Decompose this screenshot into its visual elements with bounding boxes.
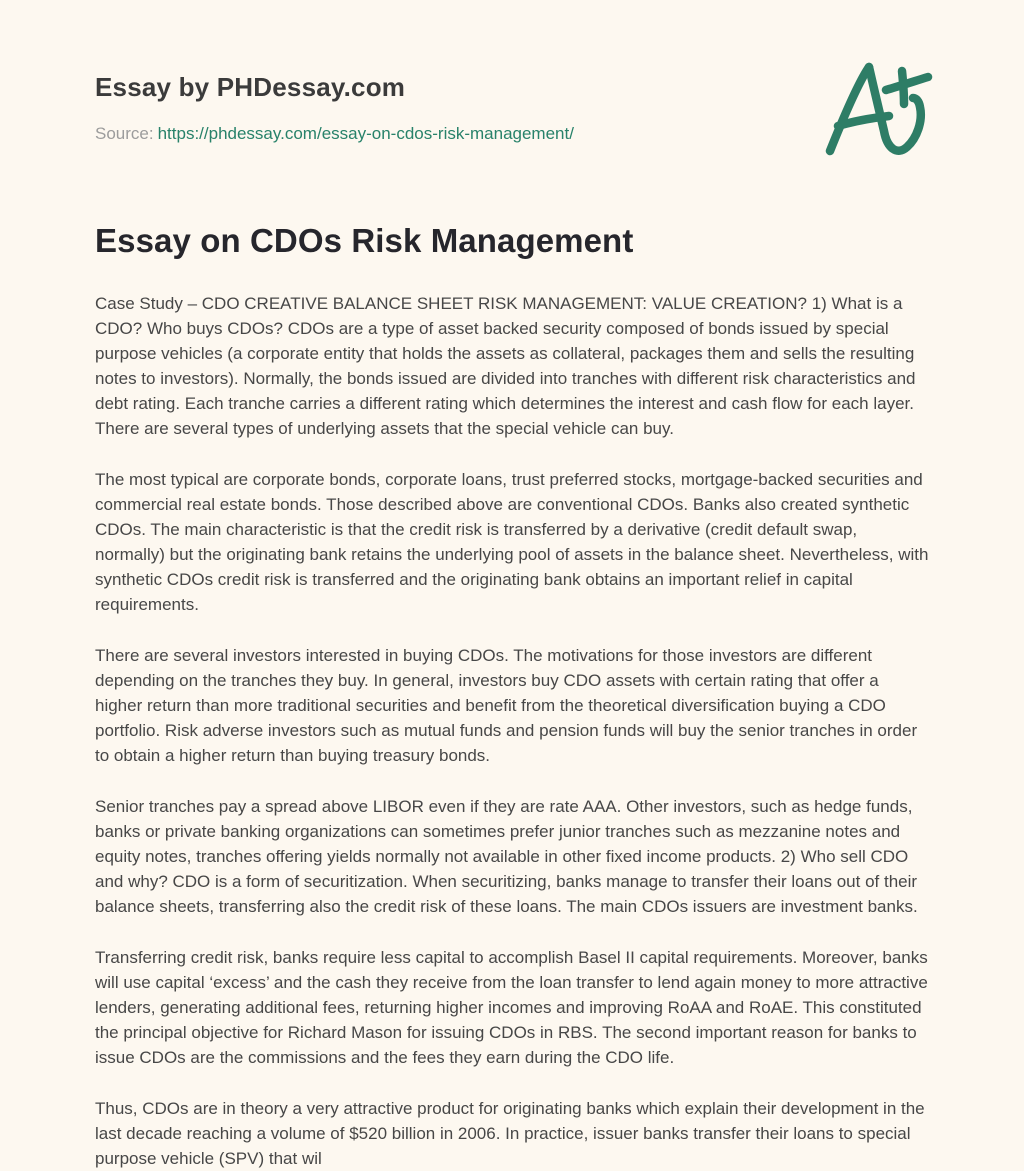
source-line (95, 124, 930, 144)
site-header-title: Essay by PHDessay.com (95, 72, 406, 102)
a-plus-logo-icon (822, 58, 932, 160)
essay-paragraph: Senior tranches pay a spread above LIBOR even if they are rate AAA. Other investors, such as hedge funds, banks or private banking organizations can sometimes prefer junior tranches such as mezzanine notes and equity notes, tranches offering yields normally not available in other fixed income products. 2) Who sell CDO and why? CDO is a form of securitization. When securitizing, banks manage to transfer their loans out of their balance sheets, transferring also the credit risk of these loans. The main CDOs issuers are investment banks. (95, 797, 918, 916)
source-label: Source: (95, 124, 154, 143)
essay-paragraph: Transferring credit risk, banks require less capital to accomplish Basel II capital requirements. Moreover, banks will use capital ‘excess’ and the cash they receive from the loan transfer to lend again money to more attractive lenders, generating additional fees, returning higher incomes and improving RoAA and RoAE. This constituted the principal objective for Richard Mason for issuing CDOs in RBS. The second important reason for banks to issue CDOs are the commissions and the fees they earn during the CDO life. (95, 948, 928, 1067)
page-title: Essay on CDOs Risk Management (95, 222, 634, 259)
essay-paragraph: The most typical are corporate bonds, corporate loans, trust preferred stocks, mortgage-backed securities and commercial real estate bonds. Those described above are conventional CDOs. Banks also created synthetic CDOs. The main characteristic is that the credit risk is transferred by a derivative (credit default swap, normally) but the originating bank retains the underlying pool of assets in the balance sheet. Nevertheless, with synthetic CDOs credit risk is transferred and the originating bank obtains an important relief in capital requirements. (95, 470, 929, 614)
document-header (95, 72, 930, 144)
essay-paragraph: Thus, CDOs are in theory a very attractive product for originating banks which explain their development in the last decade reaching a volume of $520 billion in 2006. In practice, issuer banks transfer their loans to special purpose vehicle (SPV) that wil (95, 1099, 925, 1168)
essay-paragraph: Case Study – CDO CREATIVE BALANCE SHEET RISK MANAGEMENT: VALUE CREATION? 1) What is a CDO? Who buys CDOs? CDOs are a type of asset backed security composed of bonds issued by special purpose vehicles (a corporate entity that holds the assets as collateral, packages them and sells the resulting notes to investors). Normally, the bonds issued are divided into tranches with different risk characteristics and debt rating. Each tranche carries a different rating which determines the interest and cash flow for each layer. There are several types of underlying assets that the special vehicle can buy. (95, 294, 916, 438)
essay-paragraph: There are several investors interested in buying CDOs. The motivations for those investors are different depending on the tranches they buy. In general, investors buy CDO assets with certain rating that offer a higher return than more traditional securities and benefit from the theoretical diversification buying a CDO portfolio. Risk adverse investors such as mutual funds and pension funds will buy the senior tranches in order to obtain a higher return than buying treasury bonds. (95, 646, 918, 765)
source-link[interactable]: https://phdessay.com/essay-on-cdos-risk-management/ (157, 124, 574, 143)
essay-body (95, 291, 930, 1171)
